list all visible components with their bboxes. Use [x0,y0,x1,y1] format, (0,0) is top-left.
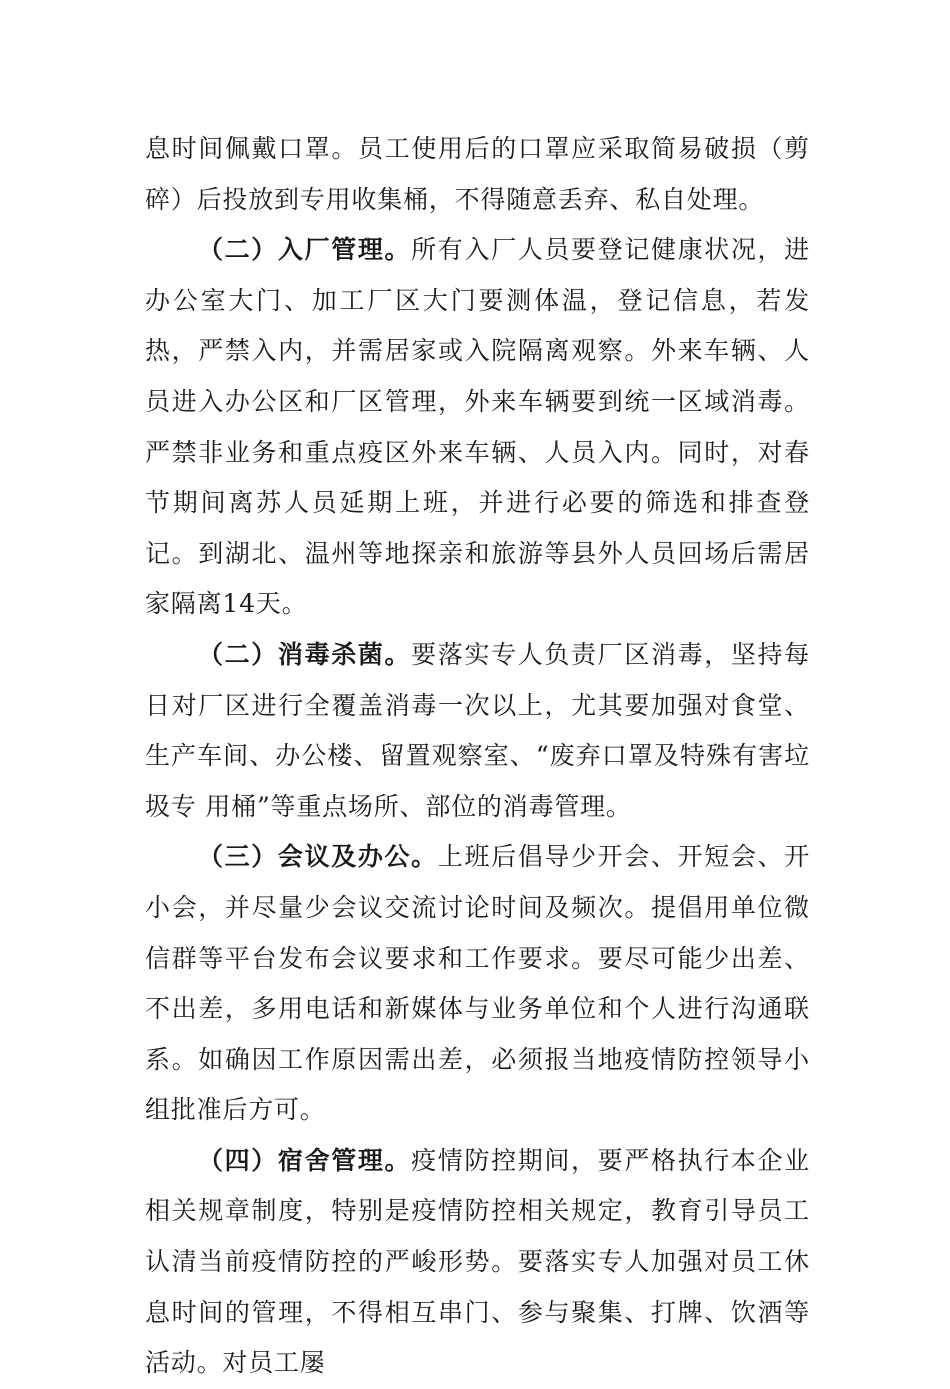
paragraph-dormitory [145,1136,810,1389]
section-heading: （二）消毒杀菌。 [198,639,412,669]
document-body [145,124,810,1389]
paragraph-text: 上班后倡导少开会、开短会、开小会，并尽量少会议交流讨论时间及频次。提倡用单位微信群等平台发布会议要求和工作要求。要尽可能少出差、不出差，多用电话和新媒体与业务单位和个人进行沟通联系。如确因工作原因需出差，必须报当地疫情防控领导小组批准后方可。 [145,842,811,1125]
paragraph-text: 疫情防控期间，要严格执行本企业相关规章制度，特别是疫情防控相关规定，教育引导员工认清当前疫情防控的严峻形势。要落实专人加强对员工休息时间的管理，不得相互串门、参与聚集、打牌、饮酒等活动。对员工屡 [145,1145,810,1378]
paragraph-continuation [145,124,810,225]
section-heading: （三）会议及办公。 [198,842,438,872]
paragraph-meetings [145,832,810,1136]
section-heading: （二）入厂管理。 [198,235,412,265]
paragraph-disinfection [145,630,810,832]
paragraph-text: 所有入厂人员要登记健康状况，进办公室大门、加工厂区大门要测体温，登记信息，若发热，严禁入内，并需居家或入院隔离观察。外来车辆、人员进入办公区和厂区管理，外来车辆要到统一区域消毒。严禁非业务和重点疫区外来车辆、人员入内。同时，对春节期间离苏人员延期上班，并进行必要的筛选和排查登记。到湖北、温州等地探亲和旅游等县外人员回场后需居家隔离14天。 [145,235,810,619]
paragraph-factory-entry [145,225,810,630]
section-heading: （四）宿舍管理。 [198,1145,412,1175]
paragraph-text: 要落实专人负责厂区消毒，坚持每日对厂区进行全覆盖消毒一次以上，尤其要加强对食堂、生产车间、办公楼、留置观察室、“废弃口罩及特殊有害垃圾专 用桶”等重点场所、部位的消毒管理。 [145,639,810,821]
paragraph-text: 息时间佩戴口罩。员工使用后的口罩应采取简易破损（剪碎）后投放到专用收集桶，不得随意丢弃、私自处理。 [145,134,810,214]
